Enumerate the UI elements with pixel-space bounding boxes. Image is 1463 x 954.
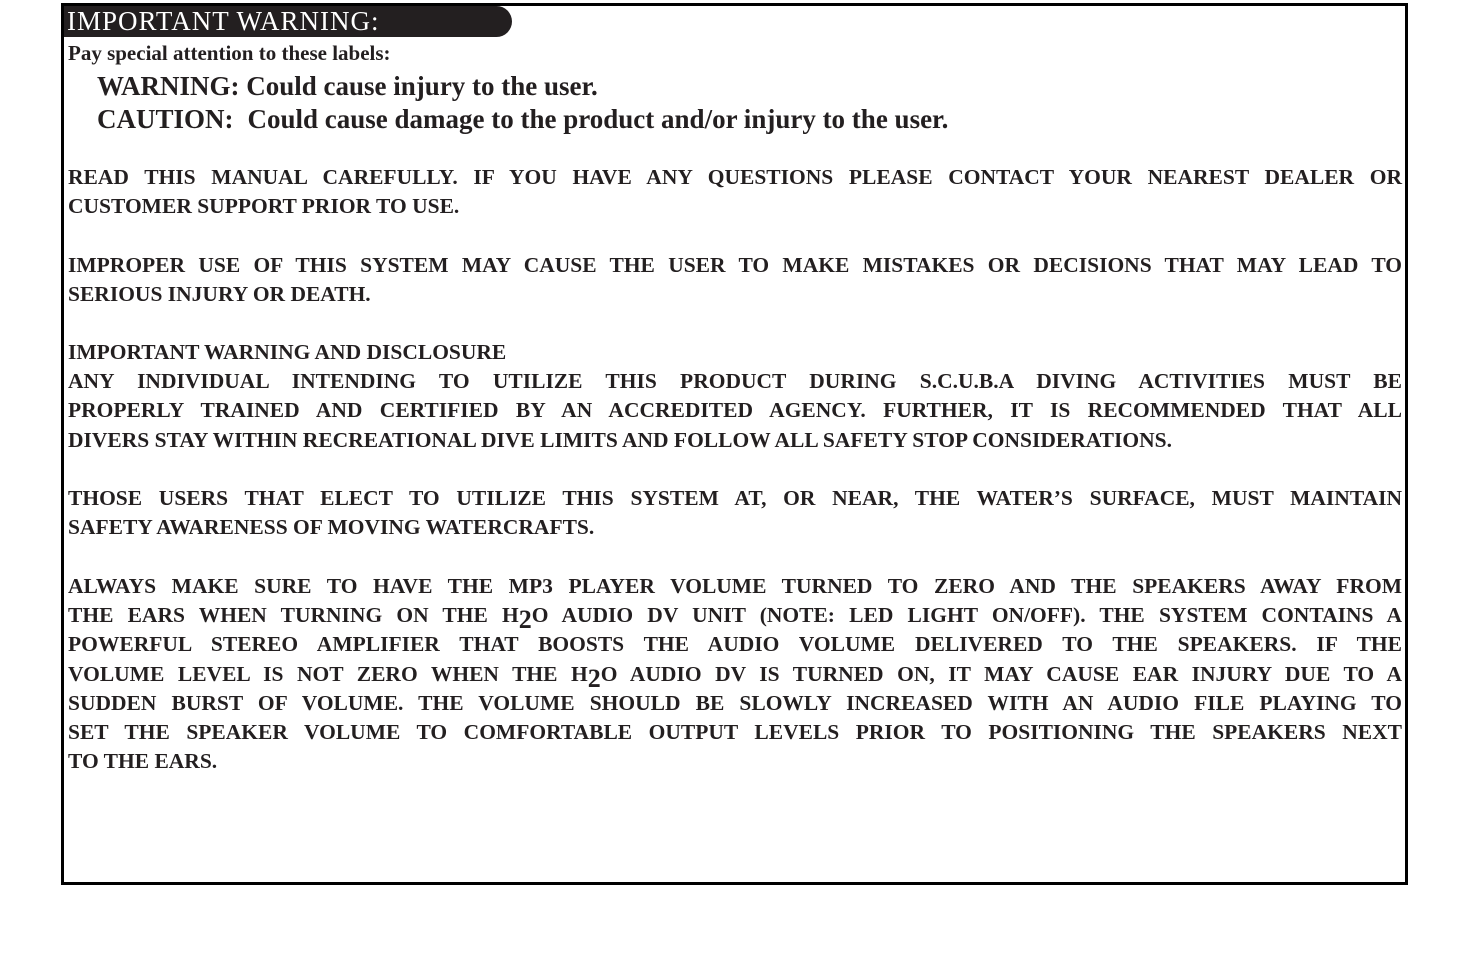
- paragraph-line: DIVERS STAY WITHIN RECREATIONAL DIVE LIMITS AND FOLLOW ALL SAFETY STOP CONSIDERATIONS.: [68, 427, 1172, 452]
- line-text: THE EARS WHEN TURNING ON THE H: [68, 603, 519, 628]
- read-manual-paragraph: [68, 163, 1402, 221]
- disclosure-paragraph: [68, 338, 1402, 455]
- paragraph-line: THOSE USERS THAT ELECT TO UTILIZE THIS SYSTEM AT, OR NEAR, THE WATER’S SURFACE, MUST MAINTAIN: [68, 486, 1402, 510]
- paragraph-line: CUSTOMER SUPPORT PRIOR TO USE.: [68, 194, 460, 219]
- line-text: VOLUME LEVEL IS NOT ZERO WHEN THE H: [68, 661, 588, 686]
- paragraph-line: SERIOUS INJURY OR DEATH.: [68, 282, 371, 307]
- warning-term: WARNING:: [97, 71, 240, 101]
- volume-paragraph: [68, 572, 1402, 776]
- warning-frame: [61, 3, 1408, 885]
- caution-label-definition: [97, 103, 948, 135]
- paragraph-line: SET THE SPEAKER VOLUME TO COMFORTABLE OUTPUT LEVELS PRIOR TO POSITIONING THE SPEAKERS NEXT: [68, 720, 1402, 745]
- paragraph-line: PROPERLY TRAINED AND CERTIFIED BY AN ACCREDITED AGENCY. FURTHER, IT IS RECOMMENDED THAT ALL: [68, 398, 1402, 423]
- line-text: O AUDIO DV UNIT (NOTE: LED LIGHT ON/OFF). THE SYSTEM CONTAINS A: [531, 603, 1402, 628]
- surface-paragraph: [68, 484, 1402, 542]
- paragraph-line: TO THE EARS.: [68, 749, 218, 774]
- paragraph-line: IMPROPER USE OF THIS SYSTEM MAY CAUSE THE USER TO MAKE MISTAKES OR DECISIONS THAT MAY LEAD TO: [68, 253, 1402, 277]
- important-warning-banner: IMPORTANT WARNING:: [64, 6, 512, 37]
- paragraph-line: READ THIS MANUAL CAREFULLY. IF YOU HAVE ANY QUESTIONS PLEASE CONTACT YOUR NEAREST DEALER OR: [68, 165, 1402, 189]
- paragraph-line: SUDDEN BURST OF VOLUME. THE VOLUME SHOULD BE SLOWLY INCREASED WITH AN AUDIO FILE PLAYING TO: [68, 690, 1402, 715]
- disclosure-heading: IMPORTANT WARNING AND DISCLOSURE: [68, 340, 507, 364]
- warning-label-definition: [97, 70, 598, 102]
- warning-description: Could cause injury to the user.: [239, 71, 598, 101]
- h2o-subscript: 2: [518, 605, 532, 635]
- paragraph-line: [68, 660, 1403, 693]
- caution-term: CAUTION:: [97, 104, 234, 134]
- paragraph-line: ALWAYS MAKE SURE TO HAVE THE MP3 PLAYER VOLUME TURNED TO ZERO AND THE SPEAKERS AWAY FROM: [68, 574, 1402, 598]
- paragraph-line: POWERFUL STEREO AMPLIFIER THAT BOOSTS THE AUDIO VOLUME DELIVERED TO THE SPEAKERS. IF THE: [68, 632, 1402, 657]
- line-text: O AUDIO DV IS TURNED ON, IT MAY CAUSE EAR INJURY DUE TO A: [600, 661, 1403, 686]
- paragraph-line: ANY INDIVIDUAL INTENDING TO UTILIZE THIS PRODUCT DURING S.C.U.B.A DIVING ACTIVITIES MUST BE: [68, 369, 1402, 394]
- h2o-subscript: 2: [587, 663, 601, 693]
- intro-text: Pay special attention to these labels:: [68, 41, 391, 65]
- paragraph-line: SAFETY AWARENESS OF MOVING WATERCRAFTS.: [68, 515, 595, 540]
- paragraph-line: [68, 601, 1402, 635]
- improper-use-paragraph: [68, 251, 1402, 309]
- caution-description: Could cause damage to the product and/or injury to the user.: [247, 104, 949, 134]
